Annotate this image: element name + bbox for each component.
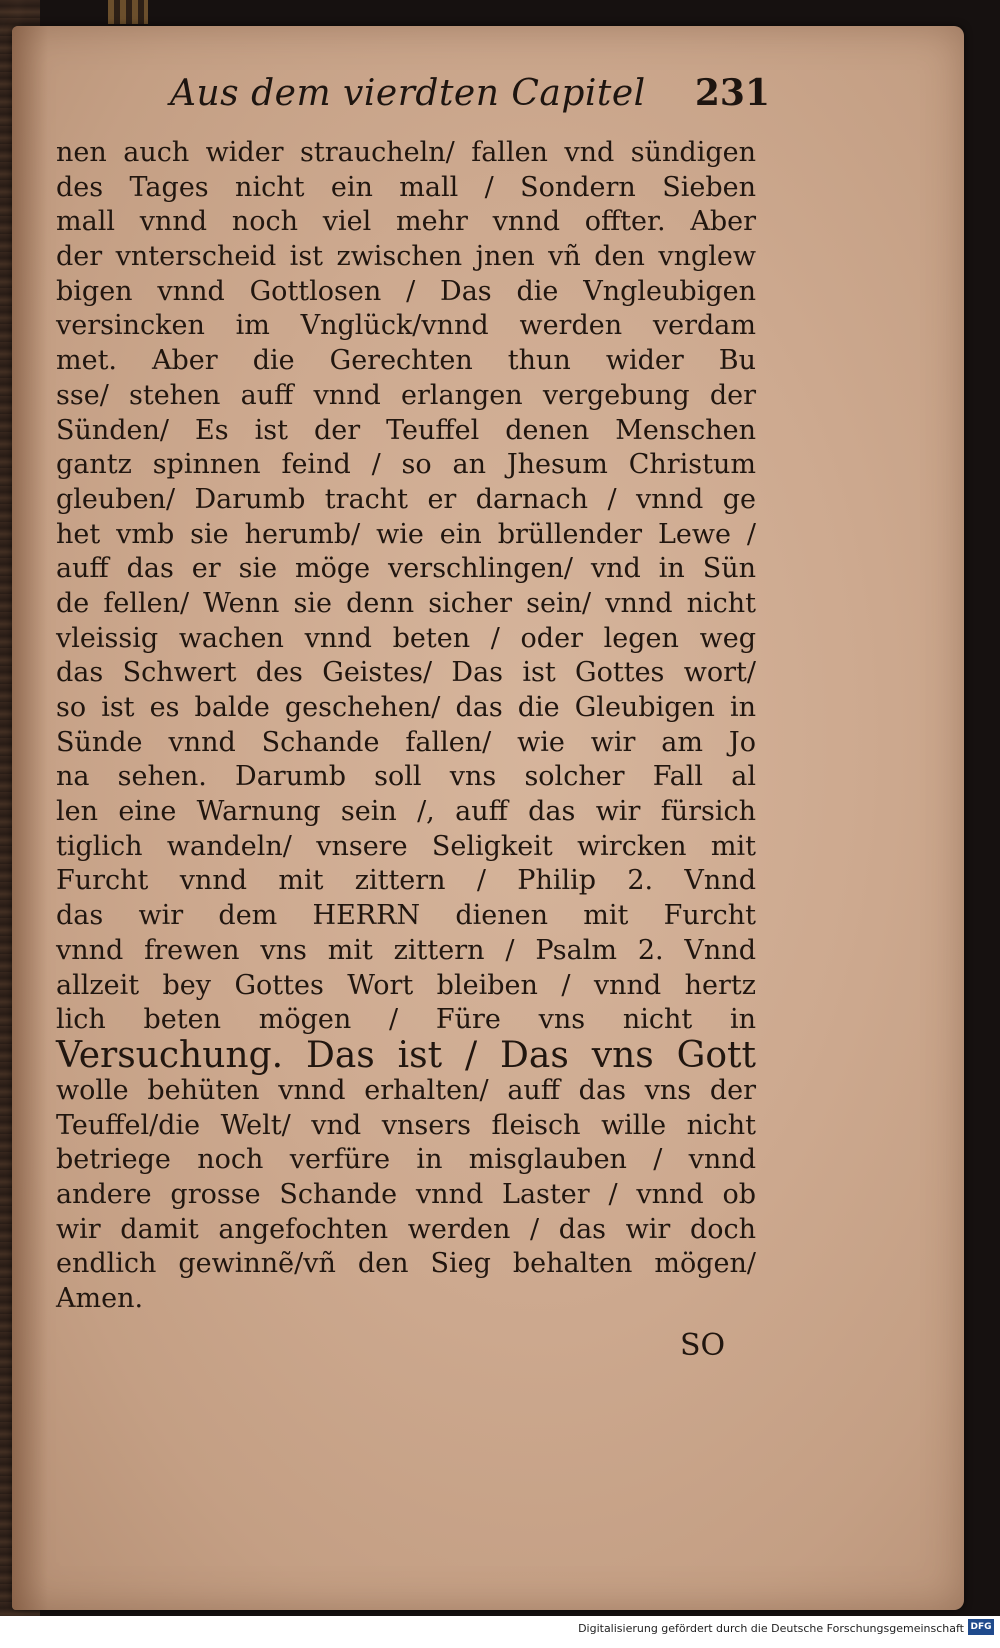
page-header (170, 72, 770, 114)
text-line: das Schwert des Geistes/ Das ist Gottes wort/ (56, 657, 756, 689)
text-line: gantz spinnen feind / so an Jhesum Christum (56, 449, 756, 481)
text-line: versincken im Vnglück/vnnd werden verdam (56, 310, 756, 342)
text-line: auff das er sie möge verschlingen/ vnd in Sün (56, 553, 756, 585)
body-text (56, 136, 756, 1317)
running-head: Aus dem vierdten Capitel (170, 73, 646, 114)
text-line: mall vnnd noch viel mehr vnnd offter. Aber (56, 206, 756, 238)
text-line: so ist es balde geschehen/ das die Gleubigen in (56, 692, 756, 723)
text-line: allzeit bey Gottes Wort bleiben / vnnd hertz (56, 969, 756, 1001)
text-line: nen auch wider straucheln/ fallen vnd sündigen (56, 137, 756, 168)
text-line: het vmb sie herumb/ wie ein brüllender Lewe / (56, 518, 756, 550)
funding-credit: Digitalisierung gefördert durch die Deutsche Forschungsgemeinschaft (578, 1622, 964, 1635)
page-gutter-shadow (12, 26, 48, 1610)
text-line: Versuchung. Das ist / Das vns Gott (56, 1034, 756, 1076)
text-line: des Tages nicht ein mall / Sondern Sieben (56, 171, 756, 203)
text-line: bigen vnnd Gottlosen / Das die Vngleubigen (56, 275, 756, 307)
text-line: endlich gewinnẽ/vñ den Sieg behalten mögen/ (56, 1248, 756, 1280)
text-line: vleissig wachen vnnd beten / oder legen weg (56, 622, 756, 654)
catchword: SO (680, 1328, 726, 1363)
text-line: na sehen. Darumb soll vns solcher Fall al (56, 761, 756, 793)
text-line: met. Aber die Gerechten thun wider Bu (56, 345, 756, 377)
binding-tabs (108, 0, 148, 24)
text-line: andere grosse Schande vnnd Laster / vnnd ob (56, 1178, 756, 1210)
text-line: der vnterscheid ist zwischen jnen vñ den vnglew (56, 241, 756, 273)
text-line: wir damit angefochten werden / das wir doch (56, 1213, 756, 1245)
text-line: wolle behüten vnnd erhalten/ auff das vns der (56, 1074, 756, 1106)
text-line: sse/ stehen auff vnnd erlangen vergebung der (56, 379, 756, 411)
text-line: Amen. (56, 1283, 144, 1314)
text-line: betriege noch verfüre in misglauben / vnnd (56, 1144, 756, 1176)
text-line: Sünden/ Es ist der Teuffel denen Menschen (56, 414, 756, 446)
text-line: Furcht vnnd mit zittern / Philip 2. Vnnd (56, 865, 756, 897)
page-number: 231 (694, 72, 770, 114)
text-line: lich beten mögen / Füre vns nicht in (56, 1004, 756, 1036)
text-line: tiglich wandeln/ vnsere Seligkeit wircken mit (56, 830, 756, 862)
text-line: len eine Warnung sein /, auff das wir fürsich (56, 796, 756, 828)
text-line: de fellen/ Wenn sie denn sicher sein/ vnnd nicht (56, 587, 756, 619)
text-line: Teuffel/die Welt/ vnd vnsers fleisch wille nicht (56, 1109, 756, 1141)
text-line: das wir dem HERRN dienen mit Furcht (56, 900, 756, 932)
text-line: Sünde vnnd Schande fallen/ wie wir am Jo (56, 726, 756, 758)
text-line: gleuben/ Darumb tracht er darnach / vnnd ge (56, 483, 756, 515)
text-line: vnnd frewen vns mit zittern / Psalm 2. Vnnd (56, 934, 756, 966)
dfg-logo: DFG (968, 1619, 994, 1635)
